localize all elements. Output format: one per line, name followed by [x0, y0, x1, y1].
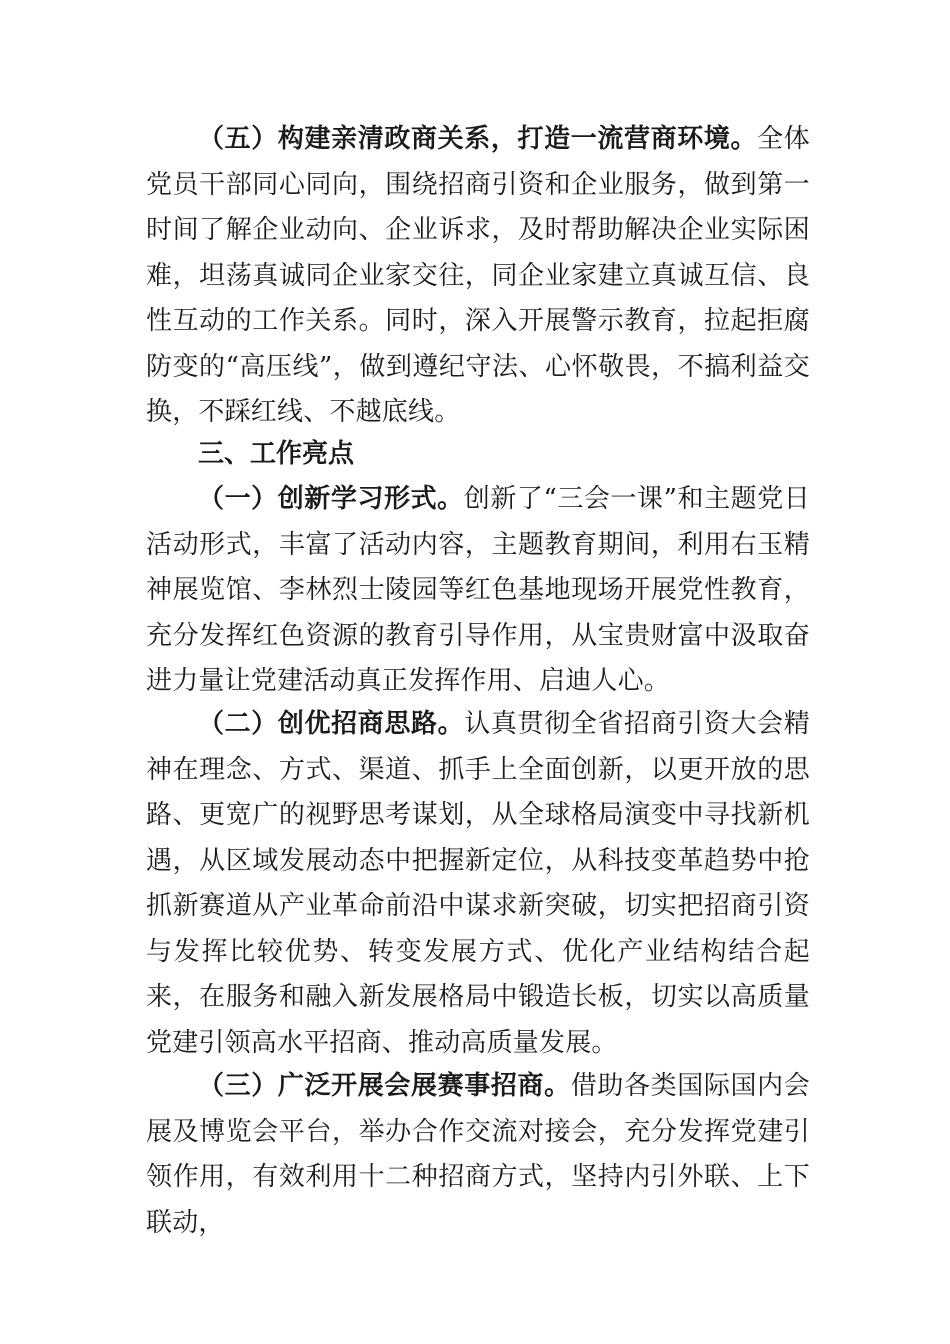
section-heading: 三、工作亮点 [198, 439, 355, 469]
paragraph-section-5 [146, 117, 810, 436]
paragraph-lead: （三）广泛开展会展赛事招商。 [198, 1071, 571, 1101]
paragraph-body: 认真贯彻全省招商引资大会精神在理念、方式、渠道、抓手上全面创新，以更开放的思路、更宽广的视野思考谋划，从全球格局演变中寻找新机遇，从区域发展动态中把握新定位，从科技变革趋势中抢抓新赛道从产业革命前沿中谋求新突破，切实把招商引资与发挥比较优势、转变发展方式、优化产业结构结合起来，在服务和融入新发展格局中锻造长板，切实以高质量党建引领高水平招商、推动高质量发展。 [146, 709, 810, 1058]
paragraph-highlight-1 [146, 477, 810, 705]
paragraph-lead: （二）创优招商思路。 [198, 709, 465, 739]
paragraph-lead: （五）构建亲清政商关系，打造一流营商环境。 [198, 124, 758, 154]
paragraph-highlight-3 [146, 1064, 810, 1246]
paragraph-body: 借助各类国际国内会展及博览会平台，举办合作交流对接会，充分发挥党建引领作用，有效利用十二种招商方式，坚持内引外联、上下联动， [146, 1071, 810, 1238]
paragraph-lead: （一）创新学习形式。 [198, 484, 464, 514]
paragraph-body: 创新了“三会一课”和主题党日活动形式，丰富了活动内容，主题教育期间，利用右玉精神展览馆、李林烈士陵园等红色基地现场开展党性教育，充分发挥红色资源的教育引导作用，从宝贵财富中汲取奋进力量让党建活动真正发挥作用、启迪人心。 [146, 484, 810, 696]
paragraph-body: 全体党员干部同心同向，围绕招商引资和企业服务，做到第一时间了解企业动向、企业诉求，及时帮助解决企业实际困难，坦荡真诚同企业家交往，同企业家建立真诚互信、良性互动的工作关系。同时，深入开展警示教育，拉起拒腐防变的“高压线”，做到遵纪守法、心怀敬畏，不搞利益交换，不踩红线、不越底线。 [146, 124, 810, 427]
paragraph-highlight-2 [146, 702, 810, 1066]
